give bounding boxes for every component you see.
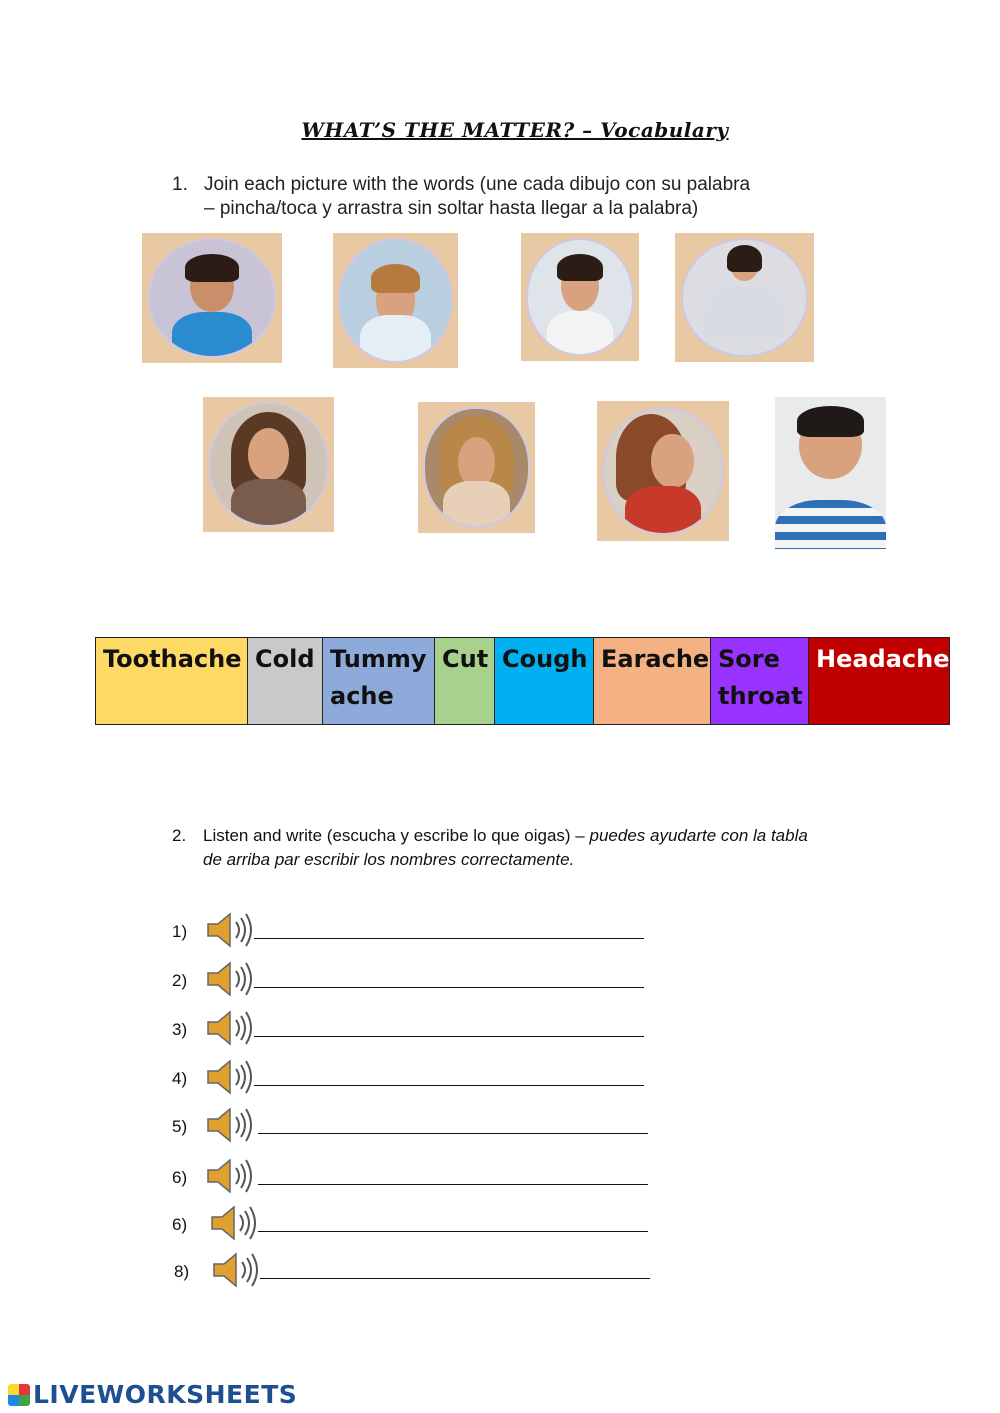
question-1-number: 1. [172, 174, 188, 195]
photo-toothache-boy[interactable] [775, 397, 886, 549]
listen-row [174, 1250, 674, 1290]
listen-row [172, 1105, 672, 1145]
speaker-icon[interactable] [210, 1250, 260, 1290]
answer-line[interactable] [254, 987, 644, 988]
speaker-icon[interactable] [204, 1105, 254, 1145]
listen-row-number: 8) [174, 1262, 190, 1281]
question-2-line-2 [203, 848, 574, 872]
worksheet-title: WHAT’S THE MATTER? – Vocabulary [301, 118, 729, 142]
listen-row [172, 959, 672, 999]
speaker-icon[interactable] [204, 1008, 254, 1048]
speaker-icon[interactable] [204, 910, 254, 950]
listen-row [172, 1156, 672, 1196]
photo-cold-girl[interactable] [418, 402, 535, 533]
question-2-italic-2: de arriba par escribir los nombres correctamente. [203, 850, 575, 869]
listen-row [172, 910, 672, 950]
word-cold[interactable]: Cold [248, 638, 323, 725]
listen-row-number: 1) [172, 922, 188, 941]
answer-line[interactable] [258, 1184, 648, 1185]
question-2-line-1 [203, 824, 883, 848]
question-2-italic-1: puedes ayudarte con la tabla [589, 826, 808, 845]
photo-tummy-ache-boy[interactable] [675, 233, 814, 362]
answer-line[interactable] [254, 1036, 644, 1037]
footer-brand-text: LIVEWORKSHEETS [33, 1380, 298, 1409]
question-1-line-1: Join each picture with the words (une cada dibujo con su palabra [204, 174, 751, 195]
listen-row [172, 1203, 672, 1243]
liveworksheets-logo-icon [8, 1384, 30, 1406]
listen-row [172, 1008, 672, 1048]
word-headache[interactable]: Headache [809, 638, 950, 725]
word-cough[interactable]: Cough [495, 638, 594, 725]
answer-line[interactable] [258, 1231, 648, 1232]
answer-line[interactable] [254, 1085, 644, 1086]
speaker-icon[interactable] [208, 1203, 258, 1243]
photo-earache-boy[interactable] [142, 233, 282, 363]
speaker-icon[interactable] [204, 959, 254, 999]
listen-row-number: 6) [172, 1168, 188, 1187]
photo-sore-throat-boy[interactable] [521, 233, 639, 361]
word-sore-throat[interactable]: Sore throat [711, 638, 809, 725]
photo-cut-girl[interactable] [203, 397, 334, 532]
listen-row [172, 1057, 672, 1097]
photo-headache-boy[interactable] [333, 233, 458, 368]
listen-row-number: 3) [172, 1020, 188, 1039]
photo-cough-girl[interactable] [597, 401, 729, 541]
vocabulary-table [95, 637, 950, 725]
word-toothache[interactable]: Toothache [96, 638, 248, 725]
word-tummy-ache[interactable]: Tummy ache [323, 638, 435, 725]
listen-row-number: 5) [172, 1117, 188, 1136]
word-earache[interactable]: Earache [594, 638, 711, 725]
answer-line[interactable] [254, 938, 644, 939]
question-2-number: 2. [172, 826, 187, 845]
speaker-icon[interactable] [204, 1156, 254, 1196]
listen-row-number: 4) [172, 1069, 188, 1088]
listen-row-number: 2) [172, 971, 188, 990]
question-1-line-2: – pincha/toca y arrastra sin soltar hasta llegar a la palabra) [204, 198, 699, 219]
word-cut[interactable]: Cut [435, 638, 495, 725]
speaker-icon[interactable] [204, 1057, 254, 1097]
answer-line[interactable] [258, 1133, 648, 1134]
question-2-text: Listen and write (escucha y escribe lo que oigas) – [203, 826, 585, 845]
answer-line[interactable] [260, 1278, 650, 1279]
footer-brand[interactable] [8, 1380, 297, 1409]
listen-row-number: 6) [172, 1215, 188, 1234]
